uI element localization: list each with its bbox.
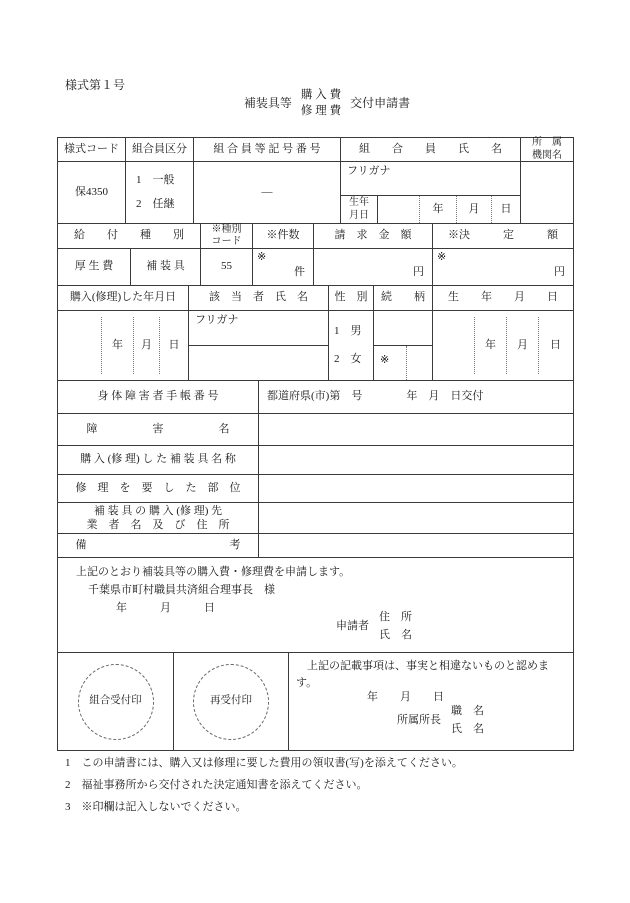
footnote-1: 1 この申請書には、購入又は修理に要した費用の領収書(写)を添えてください。: [65, 757, 463, 769]
gender-option-female: 2 女: [334, 352, 362, 365]
chief-job-label: 職 名: [451, 705, 484, 717]
vendor-value-cell: [258, 502, 574, 534]
count-value-cell: [252, 248, 314, 286]
footnote-2: 2 福祉事務所から交付された決定通知書を添えてください。: [65, 779, 368, 791]
claim-yen-unit: 円: [413, 265, 424, 278]
purchase-date-value-cell: [57, 310, 189, 381]
count-asterisk: ※: [257, 251, 267, 263]
re-receipt-seal-cell: [173, 652, 289, 751]
birth-year-segment: 年: [419, 196, 456, 223]
application-addressee: 千葉県市町村職員共済組合理事長 様: [88, 584, 275, 596]
member-class-options-cell: [125, 161, 194, 224]
purchase-month-segment: 月: [133, 317, 159, 374]
footnotes: [65, 752, 605, 818]
title-fee-stack: [301, 88, 341, 119]
member-birthdate-cell: [340, 195, 521, 224]
item-name-value-cell: [258, 445, 574, 475]
type-code-header-line2: コード: [211, 236, 242, 247]
remarks-header-cell: 備 考: [57, 533, 259, 558]
footnote-3: 3 ※印欄は記入しないでください。: [65, 801, 247, 813]
item-name-header-cell: 購 入 (修 理) し た 補 装 具 名 称: [57, 445, 259, 475]
title-fee-top: 購 入 費: [300, 89, 342, 101]
disability-name-value-cell: [258, 413, 574, 446]
org-name-header-cell: [520, 137, 574, 162]
remarks-value-cell: [258, 533, 574, 558]
org-name-header-line2: 機関名: [532, 149, 562, 161]
birth-month-segment: 月: [456, 196, 491, 223]
vendor-header-line2: 業 者 名 及 び 住 所: [86, 519, 230, 531]
applicant-name-label: 氏 名: [379, 629, 412, 642]
certification-statement: 上記の記載事項は、事実と相違ないものと認めます。: [296, 660, 549, 690]
title-suffix: 交付申請書: [350, 96, 411, 111]
application-date-line: 年 月 日: [116, 602, 215, 614]
applicant-block: [336, 611, 412, 642]
techo-number-value-cell: 都道府県(市)第 号 年 月 日交付: [258, 380, 574, 414]
union-receipt-seal-circle: 組合受付印: [78, 664, 154, 740]
person-name-value-cell: [188, 345, 329, 381]
member-class-option-1: 1 一般: [136, 173, 175, 186]
person-birth-value-cell: [432, 310, 574, 381]
vendor-header-line1: 補 装 具 の 購 入 (修 理) 先: [93, 504, 223, 517]
form-code-value-cell: 保4350: [57, 161, 126, 224]
person-birth-header-cell: 生 年 月 日: [432, 285, 574, 311]
applicant-label: 申請者: [336, 620, 369, 633]
count-unit: 件: [294, 265, 305, 278]
re-receipt-seal-circle: 再受付印: [193, 664, 269, 740]
person-birth-month-segment: 月: [506, 317, 538, 374]
benefit-category-cell: 厚 生 費: [57, 248, 131, 286]
gender-options-cell: [328, 310, 374, 381]
repair-part-value-cell: [258, 474, 574, 503]
decision-amount-header-cell: ※決 定 額: [432, 223, 574, 249]
disability-name-header-cell: 障 害 名: [57, 413, 259, 446]
birthdate-label: [341, 196, 378, 223]
purchase-date-header-cell: 購入(修理)した年月日: [57, 285, 189, 311]
member-furigana-cell: フリガナ: [340, 161, 521, 196]
member-code-value-cell: ―: [193, 161, 341, 224]
claim-amount-header-cell: 請 求 金 額: [313, 223, 433, 249]
gender-option-male: 1 男: [334, 325, 362, 338]
decision-asterisk: ※: [437, 251, 447, 263]
org-name-value-cell: [520, 161, 574, 224]
member-class-option-2: 2 任継: [136, 198, 175, 211]
type-code-header-cell: [200, 223, 253, 249]
purchase-year-segment: 年: [101, 317, 133, 374]
form-title: [12, 88, 630, 119]
relation-asterisk: ※: [380, 354, 390, 366]
type-code-value-cell: 55: [200, 248, 253, 286]
decision-amount-value-cell: [432, 248, 574, 286]
person-furigana-cell: フリガナ: [188, 310, 329, 346]
purchase-day-segment: 日: [159, 317, 188, 374]
birthdate-label-line2: 月日: [349, 209, 369, 221]
decision-yen-unit: 円: [554, 265, 565, 278]
chief-label: 所属所長: [397, 714, 441, 727]
relation-code-cell: [373, 345, 433, 381]
chief-name-label: 氏 名: [451, 723, 484, 736]
relation-dotted-divider: [406, 346, 407, 380]
person-name-header-cell: 該 当 者 氏 名: [188, 285, 329, 311]
repair-part-header-cell: 修 理 を 要 し た 部 位: [57, 474, 259, 503]
member-class-header-cell: 組合員区分: [125, 137, 194, 162]
gender-header-cell: 性 別: [328, 285, 374, 311]
birth-day-segment: 日: [491, 196, 520, 223]
member-name-header-cell: 組 合 員 氏 名: [340, 137, 521, 162]
chief-block: [397, 705, 484, 736]
title-fee-bottom: 修 理 費: [300, 104, 342, 117]
application-statement-cell: [57, 557, 574, 653]
union-receipt-seal-cell: [57, 652, 174, 751]
vendor-header-cell: [57, 502, 259, 534]
org-name-header-line1: 所 属: [532, 137, 562, 148]
applicant-fields: [379, 611, 412, 642]
title-prefix: 補装具等: [243, 96, 292, 111]
form-code-header-cell: 様式コード: [57, 137, 126, 162]
person-birth-year-segment: 年: [474, 317, 506, 374]
person-birth-day-segment: 日: [538, 317, 572, 374]
claim-amount-value-cell: [313, 248, 433, 286]
certification-cell: [288, 652, 574, 751]
benefit-type-header-cell: 給 付 種 別: [57, 223, 201, 249]
application-line1: 上記のとおり補装具等の購入費・修理費を申請します。: [76, 566, 351, 578]
type-code-header-line1: ※種別: [211, 223, 242, 235]
form-number: 様式第１号: [65, 78, 126, 92]
techo-number-header-cell: 身 体 障 害 者 手 帳 番 号: [57, 380, 259, 414]
relation-header-cell: 続 柄: [373, 285, 433, 311]
chief-fields: [451, 705, 484, 736]
birthdate-label-line1: 生年: [349, 197, 369, 208]
member-code-header-cell: 組 合 員 等 記 号 番 号: [193, 137, 341, 162]
certification-date-line: 年 月 日: [367, 691, 444, 703]
relation-value-cell: [373, 310, 433, 346]
benefit-item-cell: 補 装 具: [130, 248, 201, 286]
count-header-cell: ※件数: [252, 223, 314, 249]
applicant-address-label: 住 所: [379, 611, 412, 623]
